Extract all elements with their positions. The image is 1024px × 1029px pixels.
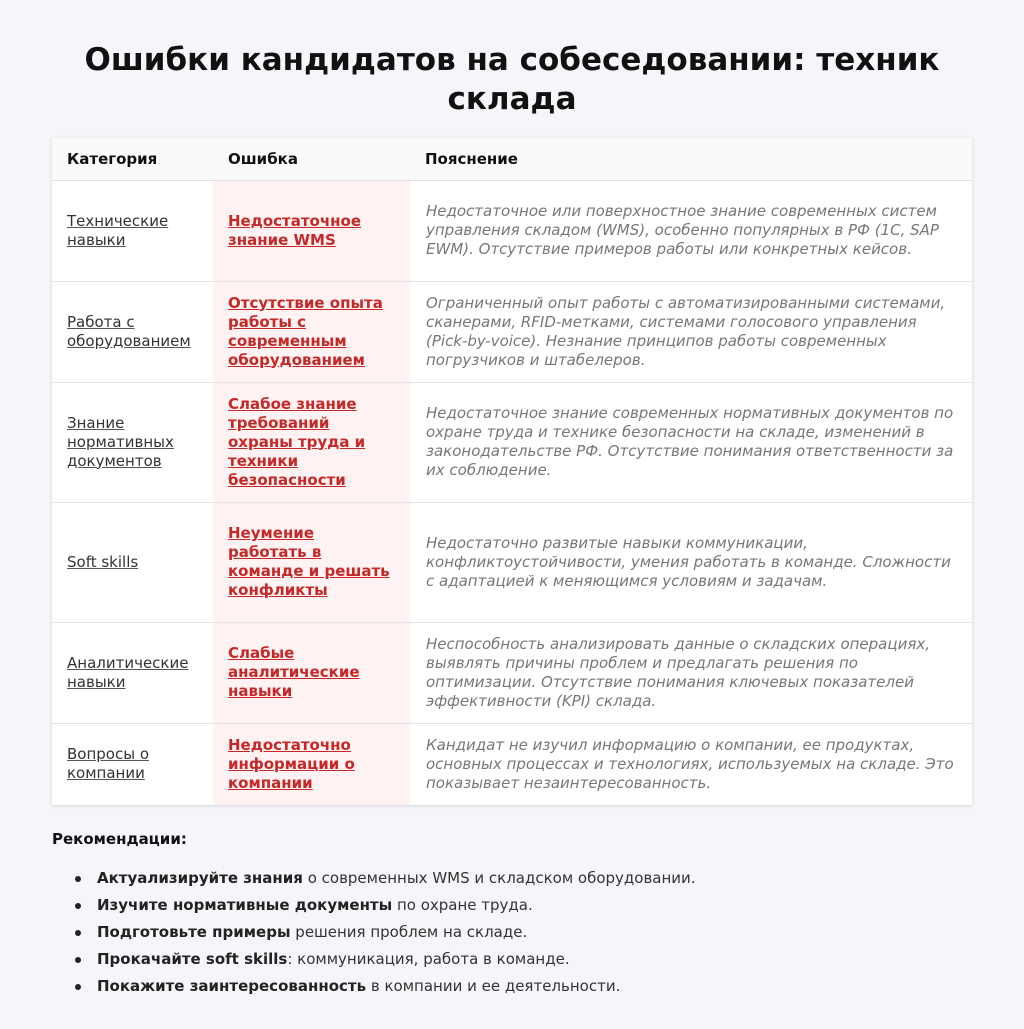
recommendation-text: в компании и ее деятельности. — [366, 977, 621, 995]
recommendation-text: о современных WMS и складском оборудовании. — [302, 869, 696, 887]
explanation-cell: Недостаточно развитые навыки коммуникации, конфликтоустойчивости, умения работать в команде. Сложности с адаптацией к меняющимся условиям и задачам. — [410, 502, 972, 622]
category-cell[interactable] — [52, 180, 213, 281]
category-cell[interactable] — [52, 502, 213, 622]
table-row — [52, 281, 972, 382]
page-title: Ошибки кандидатов на собеседовании: техник склада — [84, 42, 940, 117]
category-link[interactable]: Аналитические навыки — [67, 653, 189, 691]
table-header-row — [52, 138, 972, 180]
header-error: Ошибка — [213, 138, 410, 180]
error-link[interactable]: Неумение работать в команде и решать конфликты — [228, 524, 390, 599]
error-link[interactable]: Слабое знание требований охраны труда и техники безопасности — [228, 394, 366, 489]
error-cell[interactable] — [213, 382, 410, 502]
recommendations-section — [52, 830, 972, 1000]
recommendation-text: по охране труда. — [392, 896, 533, 914]
table-row — [52, 502, 972, 622]
category-cell[interactable] — [52, 622, 213, 723]
category-link[interactable]: Технические навыки — [67, 211, 169, 249]
error-link[interactable]: Недостаточно информации о компании — [228, 735, 355, 792]
explanation-cell: Ограниченный опыт работы с автоматизированными системами, сканерами, RFID-метками, системами голосового управления (Pick-by-voice). Незнание принципов работы современных погрузчиков и штабелеров. — [410, 281, 972, 382]
recommendation-bold: Подготовьте примеры — [97, 923, 291, 941]
recommendations-title: Рекомендации: — [52, 830, 187, 848]
error-link[interactable]: Слабые аналитические навыки — [228, 644, 360, 700]
recommendation-text: решения проблем на складе. — [290, 923, 528, 941]
list-item — [52, 973, 972, 1000]
error-cell[interactable] — [213, 502, 410, 622]
category-cell[interactable] — [52, 723, 213, 805]
category-cell[interactable] — [52, 382, 213, 502]
header-category: Категория — [52, 138, 213, 180]
category-link[interactable]: Soft skills — [67, 552, 139, 571]
error-cell[interactable] — [213, 622, 410, 723]
table-row — [52, 180, 972, 281]
explanation-cell: Кандидат не изучил информацию о компании, ее продуктах, основных процессах и технологиях, используемых на складе. Это показывает незаинтересованность. — [426, 735, 954, 792]
recommendation-text: : коммуникация, работа в команде. — [287, 950, 570, 968]
error-cell[interactable] — [213, 281, 410, 382]
category-link[interactable]: Знание нормативных документов — [67, 413, 174, 470]
explanation-cell: Неспособность анализировать данные о складских операциях, выявлять причины проблем и предлагать решения по оптимизации. Отсутствие понимания ключевых показателей эффективности (KPI) склада. — [410, 622, 972, 723]
recommendation-bold: Покажите заинтересованность — [97, 977, 367, 995]
table-row — [52, 622, 972, 723]
list-item — [52, 892, 972, 919]
table-row — [52, 382, 972, 502]
recommendation-bold: Изучите нормативные документы — [97, 896, 393, 914]
list-item — [52, 919, 972, 946]
category-cell[interactable] — [52, 281, 213, 382]
mistakes-table-card — [52, 138, 972, 805]
recommendation-bold: Актуализируйте знания — [97, 869, 303, 887]
recommendations-list — [52, 865, 972, 1000]
error-cell[interactable] — [213, 723, 410, 805]
recommendation-bold: Прокачайте soft skills — [97, 950, 288, 968]
error-link[interactable]: Недостаточное знание WMS — [228, 211, 361, 249]
error-link[interactable]: Отсутствие опыта работы с современным оборудованием — [228, 293, 383, 369]
list-item — [52, 946, 972, 973]
list-item — [52, 865, 972, 892]
error-cell[interactable] — [213, 180, 410, 281]
header-explanation: Пояснение — [410, 138, 972, 180]
category-link[interactable]: Работа с оборудованием — [67, 312, 191, 350]
table-row — [52, 723, 972, 805]
explanation-cell: Недостаточное или поверхностное знание современных систем управления складом (WMS), особенно популярных в РФ (1С, SAP EWM). Отсутствие примеров работы или конкретных кейсов. — [410, 180, 972, 281]
explanation-cell: Недостаточное знание современных нормативных документов по охране труда и технике безопасности на складе, изменений в законодательстве РФ. Отсутствие понимания ответственности за их соблюдение. — [410, 382, 972, 502]
category-link[interactable]: Вопросы о компании — [67, 745, 150, 783]
mistakes-table — [52, 138, 972, 805]
